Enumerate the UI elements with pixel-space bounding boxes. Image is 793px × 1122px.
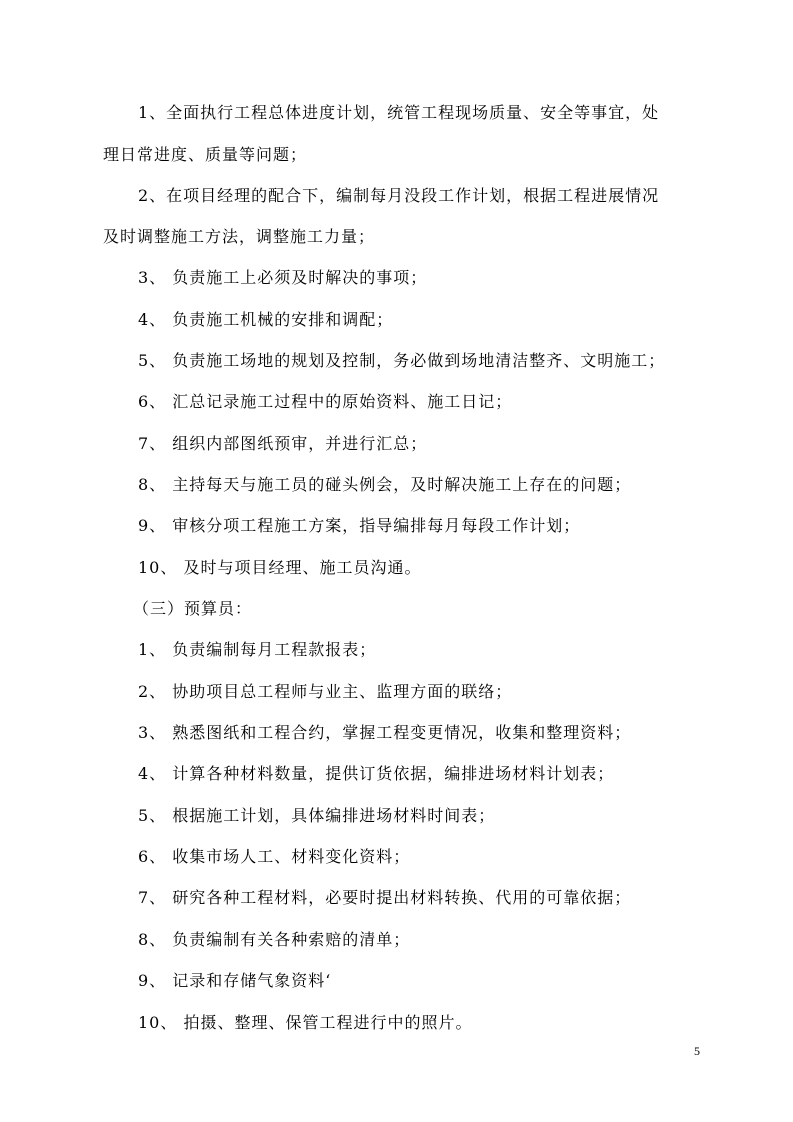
text-line: 5、 根据施工计划，具体编排进场材料时间表； [138, 806, 496, 825]
text-line: 4、 计算各种材料数量，提供订货依据，编排进场材料计划表； [138, 764, 615, 783]
text-line: 1、全面执行工程总体进度计划，统管工程现场质量、安全等事宜，处 [138, 103, 660, 122]
text-line: 5、 负责施工场地的规划及控制，务必做到场地清洁整齐、文明施工； [138, 351, 666, 370]
page-number: 5 [694, 1044, 700, 1058]
text-line: 7、 研究各种工程材料，必要时提出材料转换、代用的可靠依据； [138, 888, 632, 907]
text-line: 3、 熟悉图纸和工程合约，掌握工程变更情况，收集和整理资料； [138, 723, 632, 742]
text-line: 10、 及时与项目经理、施工员沟通。 [138, 558, 422, 577]
section-heading: （三）预算员： [133, 599, 253, 618]
text-line: 9、 审核分项工程施工方案，指导编排每月每段工作计划； [138, 516, 581, 535]
text-line: 及时调整施工方法，调整施工力量； [103, 227, 376, 246]
text-line: 6、 汇总记录施工过程中的原始资料、施工日记； [138, 392, 513, 411]
text-line: 10、 拍摄、整理、保管工程进行中的照片。 [138, 1013, 473, 1032]
text-line: 9、 记录和存储气象资料‘ [138, 971, 332, 990]
text-line: 4、 负责施工机械的安排和调配； [138, 310, 394, 329]
text-line: 2、在项目经理的配合下，编制每月没段工作计划，根据工程进展情况 [138, 186, 660, 205]
text-line: 3、 负责施工上必须及时解决的事项； [138, 268, 428, 287]
text-line: 8、 主持每天与施工员的碰头例会，及时解决施工上存在的问题； [138, 475, 632, 494]
text-line: 7、 组织内部图纸预审，并进行汇总； [138, 434, 428, 453]
text-line: 1、 负责编制每月工程款报表； [138, 640, 377, 659]
text-line: 8、 负责编制有关各种索赔的清单； [138, 930, 411, 949]
text-line: 6、 收集市场人工、材料变化资料； [138, 847, 411, 866]
text-line: 理日常进度、质量等问题； [103, 145, 308, 164]
text-line: 2、 协助项目总工程师与业主、监理方面的联络； [138, 682, 513, 701]
